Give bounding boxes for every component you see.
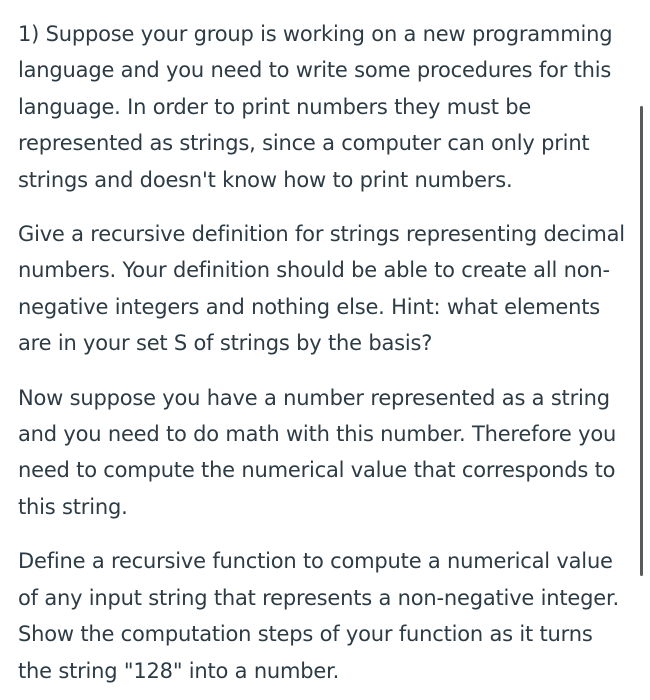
vertical-scrollbar[interactable] <box>640 106 643 576</box>
question-paragraph-4: Define a recursive function to compute a numerical value of any input string that represents a non-negative integer. Show the computation steps of your function as it turns the string "128" into a number. <box>18 549 619 683</box>
question-paragraph-3: Now suppose you have a number represented as a string and you need to do math with this number. Therefore you need to compute the numerical value that corresponds to this string. <box>18 385 617 519</box>
question-paragraph-2: Give a recursive definition for strings representing decimal numbers. Your definition should be able to create all non-negative integers and nothing else. Hint: what elements are in your set S of strings by the basis? <box>18 222 625 356</box>
question-paragraph-1: 1) Suppose your group is working on a new programming language and you need to write some procedures for this language. In order to print numbers they must be represented as strings, since a computer can only print strings and doesn't know how to print numbers. <box>18 22 613 192</box>
question-text <box>18 16 630 689</box>
